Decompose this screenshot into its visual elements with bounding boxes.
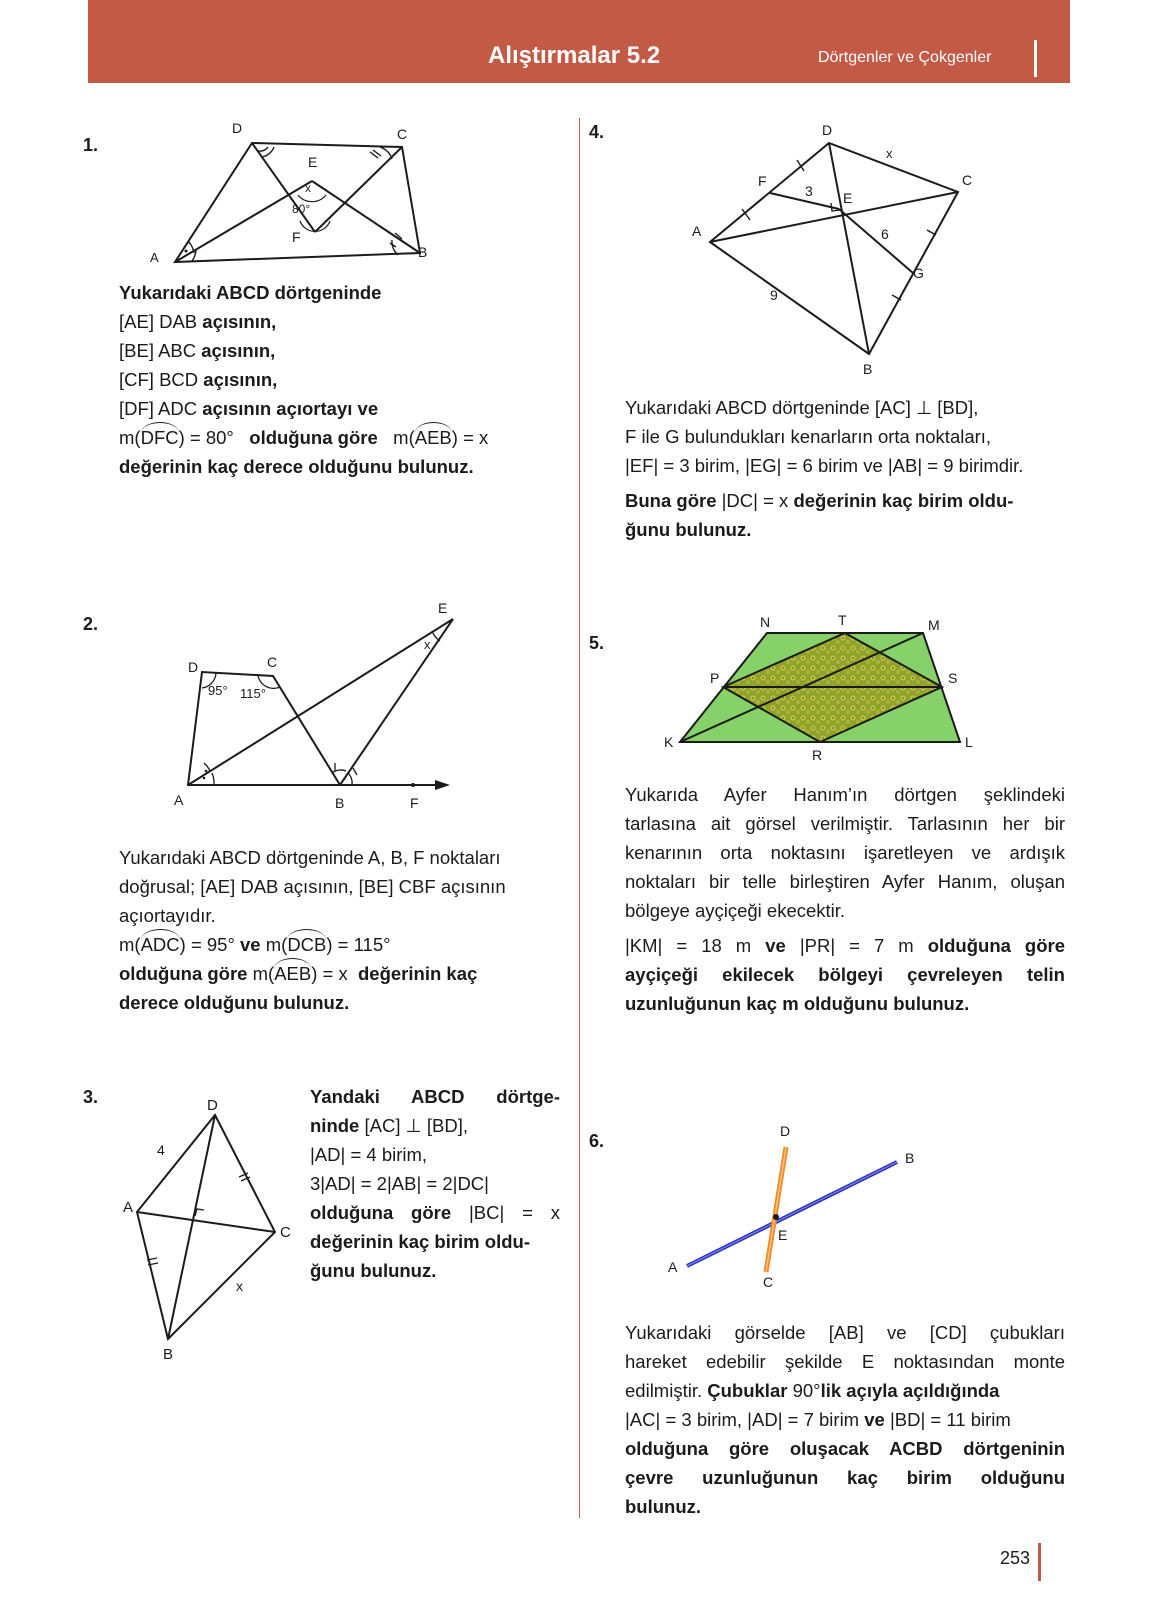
- section-title: Alıştırmalar 5.2: [488, 42, 661, 69]
- p1-bold: açısının,: [202, 311, 277, 332]
- p1-line7: değerinin kaç derece olduğunu bulunuz.: [119, 456, 474, 477]
- label-d: D: [232, 120, 243, 136]
- label-a: A: [174, 792, 184, 808]
- p6-ac: |AC| = 3 birim, |AD| = 7 birim: [625, 1409, 860, 1430]
- problem-1-text: [119, 278, 539, 481]
- p3-bold: olduğuna göre: [310, 1202, 452, 1223]
- problem-2-figure: [170, 600, 460, 815]
- p4-line1: Yukarıdaki ABCD dörtgeninde [AC] ⊥ [BD],: [625, 397, 979, 418]
- p1-cf: [CF] BCD: [119, 369, 199, 390]
- problem-3-text: [310, 1082, 560, 1285]
- label-n: N: [760, 614, 771, 630]
- p1-m1: m(: [119, 427, 141, 448]
- problem-6-number: 6.: [589, 1131, 605, 1151]
- p6-line6: çevre uzunluğunun kaç birim olduğunu: [625, 1467, 1065, 1488]
- p5-line1: Yukarıda Ayfer Hanım’ın dörtgen şeklindeki: [625, 784, 1065, 805]
- label-d: D: [188, 659, 199, 675]
- p2-line3: açıortayıdır.: [119, 905, 216, 926]
- p2-arc-aeb: AEB: [274, 959, 311, 988]
- p5-bold: olduğuna göre: [927, 935, 1066, 956]
- p6-90: 90°: [792, 1380, 821, 1401]
- p4-line2: F ile G bulundukları kenarların orta noktaları,: [625, 426, 992, 447]
- label-e: E: [843, 190, 853, 206]
- p4-bold: değerinin kaç birim oldu-: [793, 490, 1014, 511]
- p3-line1: Yandaki ABCD dörtge-: [310, 1086, 560, 1107]
- page-number-bar: [1038, 1543, 1041, 1581]
- label-b: B: [335, 795, 345, 811]
- p1-arc-dfc: DFC: [141, 423, 179, 452]
- problem-2-number: 2.: [83, 614, 99, 634]
- label-e: E: [308, 154, 318, 170]
- p4-line5: ğunu bulunuz.: [625, 519, 752, 540]
- p1-ae: [AE] DAB: [119, 311, 198, 332]
- p5-line8: uzunluğunun kaç m olduğunu bulunuz.: [625, 993, 970, 1014]
- label-4: 4: [157, 1142, 165, 1158]
- problem-6-figure: [665, 1120, 935, 1290]
- p5-line4: noktaları bir telle birleştiren Ayfer Hanım, oluşan: [625, 871, 1065, 892]
- label-t: T: [838, 612, 847, 628]
- p2-bold2: değerinin kaç: [358, 963, 478, 984]
- label-l: L: [965, 734, 973, 750]
- label-d: D: [207, 1097, 218, 1114]
- p2-eq3: ) = x: [311, 963, 348, 984]
- problem-1-figure: [150, 120, 450, 270]
- problem-5-text: [625, 780, 1065, 1018]
- p2-m2: m(: [265, 934, 288, 955]
- p1-bold: açısının,: [201, 340, 276, 361]
- p2-line2: doğrusal; [AE] DAB açısının, [BE] CBF açısının: [119, 876, 506, 897]
- p2-m3: m(: [252, 963, 275, 984]
- p3-perp: [AC] ⊥ [BD],: [364, 1115, 468, 1136]
- p1-bold: açısının,: [203, 369, 278, 390]
- label-b: B: [163, 1346, 174, 1363]
- label-g: G: [913, 265, 924, 281]
- p4-dc: |DC| = x: [721, 490, 789, 511]
- p3-line4: 3|AD| = 2|AB| = 2|DC|: [310, 1173, 489, 1194]
- p6-line7: bulunuz.: [625, 1496, 702, 1517]
- p5-line7: ayçiçeği ekilecek bölgeyi çevreleyen telin: [625, 964, 1065, 985]
- p5-pr: |PR| = 7 m: [799, 935, 914, 956]
- label-f: F: [292, 229, 301, 245]
- p1-bold: açısının açıortayı ve: [202, 398, 379, 419]
- label-115: 115°: [240, 686, 266, 701]
- problem-2-text: [119, 843, 559, 1017]
- label-d: D: [822, 122, 833, 138]
- label-c: C: [397, 126, 408, 142]
- p2-arc-dcb: DCB: [287, 930, 326, 959]
- label-a: A: [668, 1259, 678, 1275]
- p1-line1: Yukarıdaki ABCD dörtgeninde: [119, 282, 382, 303]
- label-x: x: [305, 181, 311, 195]
- problem-3-figure: [115, 1095, 305, 1363]
- problem-6-text: [625, 1318, 1065, 1521]
- problem-4-text: [625, 393, 1065, 544]
- p5-ve: ve: [765, 935, 786, 956]
- p1-df: [DF] ADC: [119, 398, 198, 419]
- p1-be: [BE] ABC: [119, 340, 197, 361]
- p3-line6: değerinin kaç birim oldu-: [310, 1231, 530, 1252]
- p2-line1: Yukarıdaki ABCD dörtgeninde A, B, F noktaları: [119, 847, 501, 868]
- p3-line7: ğunu bulunuz.: [310, 1260, 437, 1281]
- p3-bold: ninde: [310, 1115, 360, 1136]
- label-x: x: [424, 637, 431, 652]
- p1-arc-aeb: AEB: [415, 423, 452, 452]
- label-a: A: [123, 1199, 134, 1216]
- p2-eq2: ) = 115°: [326, 934, 391, 955]
- p6-ve: ve: [864, 1409, 885, 1430]
- p1-eq2: ) = x: [451, 427, 489, 448]
- label-95: 95°: [208, 683, 228, 698]
- p3-line3: |AD| = 4 birim,: [310, 1144, 428, 1165]
- label-k: K: [664, 734, 674, 750]
- p2-m1: m(: [119, 934, 141, 955]
- label-c: C: [962, 172, 973, 188]
- label-p: P: [710, 670, 720, 686]
- p6-bold: lik açıyla açıldığında: [820, 1380, 1000, 1401]
- label-3: 3: [805, 183, 813, 199]
- label-9: 9: [770, 287, 778, 303]
- p4-bold: Buna göre: [625, 490, 717, 511]
- p1-m2: m(: [393, 427, 415, 448]
- problem-4-figure: [680, 122, 980, 377]
- p6-line5: olduğuna göre oluşacak ACBD dörtgeninin: [625, 1438, 1065, 1459]
- p6-line1: Yukarıdaki görselde [AB] ve [CD] çubukları: [625, 1322, 1065, 1343]
- label-x: x: [236, 1278, 243, 1294]
- label-c: C: [763, 1274, 774, 1290]
- problem-4-number: 4.: [589, 122, 605, 142]
- p2-arc-adc: ADC: [141, 930, 180, 959]
- p2-eq1: ) = 95°: [179, 934, 235, 955]
- label-a: A: [150, 250, 159, 265]
- p1-mid: olduğuna göre: [249, 427, 378, 448]
- p2-line6: derece olduğunu bulunuz.: [119, 992, 350, 1013]
- label-c: C: [280, 1224, 291, 1241]
- problem-3-number: 3.: [83, 1087, 99, 1107]
- chapter-title: Dörtgenler ve Çokgenler: [818, 49, 992, 66]
- label-f: F: [410, 795, 419, 811]
- label-a: A: [692, 223, 702, 239]
- p1-eq1: ) = 80°: [178, 427, 234, 448]
- p5-line3: kenarının orta noktasını işaretleyen ve ardışık: [625, 842, 1065, 863]
- p2-bold1: olduğuna göre: [119, 963, 248, 984]
- problem-5-figure: [660, 612, 980, 763]
- p5-line2: tarlasına ait görsel verilmiştir. Tarlasının her bir: [625, 813, 1065, 834]
- label-d: D: [780, 1123, 791, 1139]
- label-f: F: [758, 173, 767, 189]
- p2-ve: ve: [240, 934, 261, 955]
- label-b: B: [905, 1150, 915, 1166]
- column-divider: [579, 118, 580, 1518]
- label-b: B: [863, 361, 873, 377]
- label-r: R: [812, 747, 823, 763]
- label-x: x: [886, 146, 893, 161]
- label-e: E: [778, 1227, 788, 1243]
- header-divider: [1034, 40, 1037, 77]
- page-header: [88, 0, 1070, 83]
- p6-bold: Çubuklar: [707, 1380, 788, 1401]
- label-m: M: [928, 617, 940, 633]
- p6-line2: hareket edebilir şekilde E noktasından monte: [625, 1351, 1065, 1372]
- label-6: 6: [881, 226, 889, 242]
- p4-line3: |EF| = 3 birim, |EG| = 6 birim ve |AB| = 9 birimdir.: [625, 455, 1024, 476]
- page-number: 253: [1000, 1548, 1031, 1568]
- label-b: B: [418, 244, 428, 260]
- p3-bc: |BC| = x: [468, 1202, 560, 1223]
- label-e: E: [438, 600, 448, 616]
- p5-line5: bölgeye ayçiçeği ekecektir.: [625, 900, 846, 921]
- label-c: C: [267, 654, 278, 670]
- problem-5-number: 5.: [589, 633, 605, 653]
- problem-1-number: 1.: [83, 135, 99, 155]
- p6-t: edilmiştir.: [625, 1380, 703, 1401]
- label-s: S: [948, 670, 958, 686]
- p5-km: |KM| = 18 m: [625, 935, 752, 956]
- label-80: 80°: [292, 202, 311, 216]
- p6-bd: |BD| = 11 birim: [889, 1409, 1011, 1430]
